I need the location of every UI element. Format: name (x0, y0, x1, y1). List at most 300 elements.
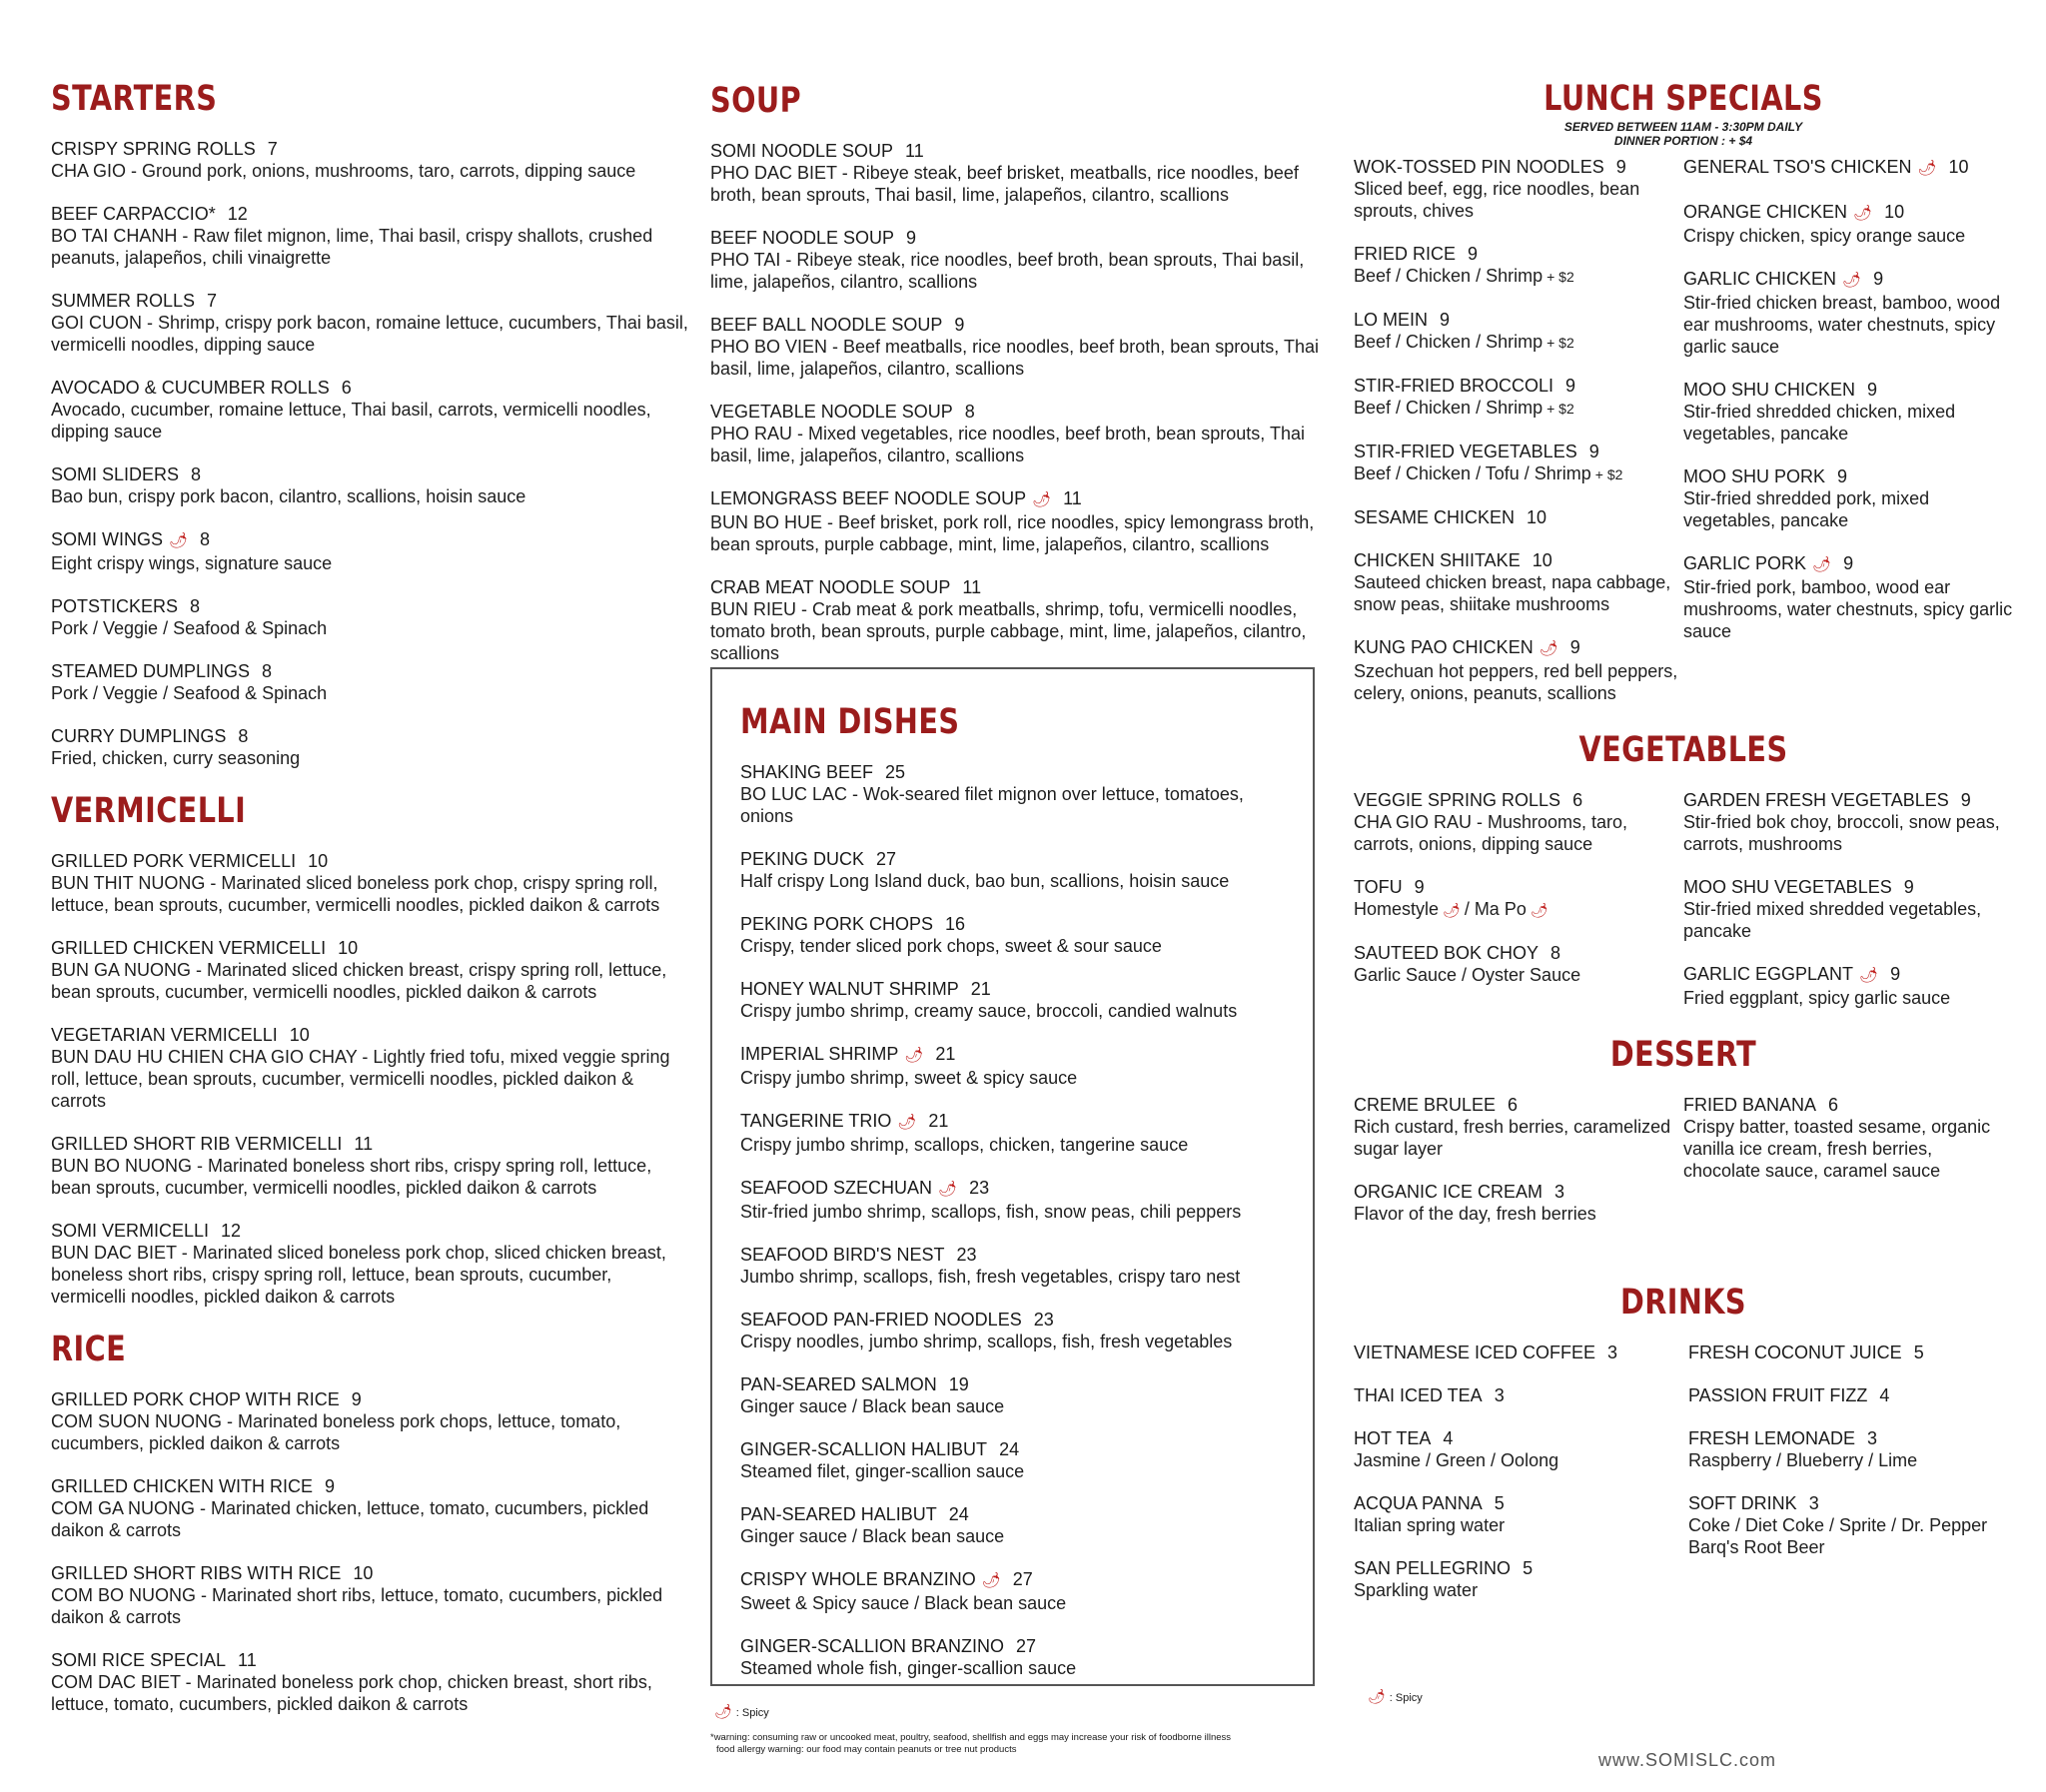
menu-item-grilled-chicken-vermicelli (51, 937, 690, 1003)
item-title (1683, 876, 2013, 898)
item-price: 10 (289, 1025, 310, 1045)
item-name: SOMI VERMICELLI (51, 1221, 210, 1241)
menu-item-sesame-chicken (1354, 506, 1683, 528)
item-title (740, 1043, 1287, 1067)
item-description: BO LUC LAC - Wok-seared filet mignon over lettuce, tomatoes, onions (740, 784, 1244, 826)
item-title (710, 576, 1320, 598)
item-title (740, 1568, 1287, 1592)
menu-item-hot-tea (1354, 1427, 1678, 1471)
item-price: 8 (191, 464, 202, 484)
item-title (710, 401, 1320, 423)
item-name: GINGER-SCALLION BRANZINO (740, 1636, 1005, 1656)
item-title (1354, 942, 1683, 964)
menu-item-summer-rolls (51, 290, 690, 356)
item-price: 25 (885, 762, 906, 782)
menu-item-potstickers (51, 595, 690, 639)
chili-pepper-icon: 🌶 (1538, 640, 1558, 657)
item-description: Flavor of the day, fresh berries (1354, 1204, 1596, 1224)
item-title (1354, 1384, 1678, 1406)
item-name: HOT TEA (1354, 1428, 1432, 1448)
menu-item-curry-dumplings (51, 725, 690, 769)
menu-item-grilled-short-rib-vermicelli (51, 1133, 690, 1199)
middle-footer (710, 1703, 1350, 1756)
menu-item-passion-fruit-fizz (1688, 1384, 2013, 1406)
item-price: 11 (905, 141, 924, 161)
menu-item-kung-pao-chicken (1354, 636, 1683, 704)
website-link[interactable] (1598, 1750, 1776, 1771)
menu-item-lo-mein (1354, 309, 1683, 354)
item-title (1354, 1557, 1678, 1579)
item-description: BUN RIEU - Crab meat & pork meatballs, shrimp, tofu, vermicelli noodles, tomato broth, bean sprouts, purple cabbage, mint, lime, jalapeños, cilantro, scallions (710, 599, 1307, 663)
item-name: TANGERINE TRIO (740, 1111, 892, 1131)
item-name: GARLIC PORK (1683, 553, 1807, 573)
vegetables-left-list (1354, 789, 1683, 1030)
item-price: 11 (354, 1134, 374, 1154)
item-title (1688, 1384, 2013, 1406)
menu-item-steamed-dumplings (51, 660, 690, 704)
item-title (51, 595, 690, 617)
item-title (1354, 309, 1683, 331)
dessert-title: DESSERT (1609, 1035, 1757, 1075)
menu-item-vietnamese-iced-coffee (1354, 1342, 1678, 1363)
menu-item-seafood-szechuan (740, 1177, 1287, 1223)
item-name: SESAME CHICKEN (1354, 507, 1516, 527)
item-title (51, 290, 690, 312)
item-name: BEEF NOODLE SOUP (710, 228, 895, 248)
item-description: Beef / Chicken / Tofu / Shrimp + $2 (1354, 463, 1623, 483)
chili-pepper-icon: 🌶 (169, 532, 189, 549)
item-description: Crispy jumbo shrimp, creamy sauce, broccoli, candied walnuts (740, 1001, 1238, 1021)
menu-item-somi-wings (51, 528, 690, 574)
menu-item-somi-sliders (51, 463, 690, 507)
menu-item-moo-shu-vegetables (1683, 876, 2013, 942)
item-name: CURRY DUMPLINGS (51, 726, 227, 746)
item-description: COM GA NUONG - Marinated chicken, lettuce, tomato, cucumbers, pickled daikon & carrots (51, 1498, 649, 1540)
item-description: Crispy noodles, jumbo shrimp, scallops, fish, fresh vegetables (740, 1332, 1233, 1351)
item-description: Stir-fried shredded pork, mixed vegetables, pancake (1683, 488, 1930, 530)
menu-item-tofu: TOFU 9 Homestyle 🌶 / Ma Po 🌶 (1354, 877, 1548, 919)
vermicelli-title: VERMICELLI (51, 791, 247, 831)
menu-item-shaking-beef (740, 761, 1287, 827)
item-price: 4 (1879, 1385, 1890, 1405)
item-price: 3 (1554, 1182, 1565, 1202)
lunch-specials-title: LUNCH SPECIALS (1543, 79, 1823, 119)
item-name: GRILLED PORK CHOP WITH RICE (51, 1389, 340, 1409)
item-name: LO MEIN (1354, 310, 1429, 330)
item-name: SEAFOOD BIRD'S NEST (740, 1245, 945, 1265)
starters-list (51, 138, 690, 769)
item-description: Stir-fried chicken breast, bamboo, wood ear mushrooms, water chestnuts, spicy garlic sauce (1683, 293, 2001, 357)
item-title (1354, 1342, 1678, 1363)
item-title (740, 1177, 1287, 1201)
item-title (740, 1110, 1287, 1134)
item-name: CHICKEN SHIITAKE (1354, 550, 1521, 570)
item-name: KUNG PAO CHICKEN (1354, 637, 1534, 657)
vegetables-grid (1354, 789, 2013, 1030)
item-price: 8 (238, 726, 249, 746)
item-name: VEGGIE SPRING ROLLS (1354, 790, 1561, 810)
item-name: GARDEN FRESH VEGETABLES (1683, 790, 1949, 810)
item-name: PEKING DUCK (740, 849, 865, 869)
menu-item-fresh-lemonade (1688, 1427, 2013, 1471)
vegetables-title: VEGETABLES (1578, 730, 1788, 770)
chili-pepper-icon: 🌶 (1812, 556, 1832, 573)
vegetables-right-list (1683, 789, 2013, 1030)
item-description: Crispy jumbo shrimp, sweet & spicy sauce (740, 1068, 1078, 1088)
item-price: 9 (1615, 157, 1626, 177)
item-title (1354, 156, 1683, 178)
item-price: 23 (1033, 1310, 1054, 1330)
starters-title: STARTERS (51, 79, 218, 119)
item-title (1354, 1427, 1678, 1449)
menu-item-somi-rice-special (51, 1649, 690, 1715)
menu-item-general-tso-s-chicken (1683, 156, 2013, 180)
item-description: COM SUON NUONG - Marinated boneless pork chops, lettuce, tomato, cucumbers, pickled daikon & carrots (51, 1411, 621, 1453)
left-column (51, 78, 690, 1736)
menu-item-seafood-pan-fried-noodles (740, 1309, 1287, 1352)
item-name: VEGETARIAN VERMICELLI (51, 1025, 278, 1045)
item-price: 8 (200, 529, 211, 549)
item-description: Eight crispy wings, signature sauce (51, 553, 333, 573)
item-title (51, 463, 690, 485)
menu-item-soft-drink (1688, 1492, 2013, 1558)
item-name: VEGETABLE NOODLE SOUP (710, 402, 953, 422)
item-price: 3 (1607, 1343, 1618, 1362)
item-name: FRIED BANANA (1683, 1095, 1817, 1115)
menu-item-stir-fried-broccoli (1354, 375, 1683, 420)
item-description: PHO TAI - Ribeye steak, rice noodles, beef broth, bean sprouts, Thai basil, lime, jalapeños, cilantro, scallions (710, 250, 1305, 292)
item-name: PASSION FRUIT FIZZ (1688, 1385, 1868, 1405)
item-description: Jumbo shrimp, scallops, fish, fresh vegetables, crispy taro nest (740, 1267, 1241, 1287)
chili-pepper-icon: 🌶 (1859, 967, 1879, 984)
item-name: FRESH LEMONADE (1688, 1428, 1856, 1448)
menu-item-peking-pork-chops (740, 913, 1287, 957)
menu-item-garden-fresh-vegetables (1683, 789, 2013, 855)
item-name: GRILLED SHORT RIBS WITH RICE (51, 1563, 342, 1583)
item-name: SEAFOOD SZECHUAN (740, 1178, 933, 1198)
menu-item-crab-meat-noodle-soup (710, 576, 1320, 664)
item-price: 9 (1843, 553, 1854, 573)
item-name: GARLIC CHICKEN (1683, 269, 1837, 289)
item-description: BUN BO HUE - Beef brisket, pork roll, rice noodles, spicy lemongrass broth, bean sprouts, purple cabbage, mint, lime, jalapeños, cilantro, scallions (710, 512, 1315, 554)
item-description: Beef / Chicken / Shrimp + $2 (1354, 332, 1574, 352)
item-title (1683, 156, 2013, 180)
item-name: STEAMED DUMPLINGS (51, 661, 251, 681)
item-description: PHO RAU - Mixed vegetables, rice noodles, beef broth, bean sprouts, Thai basil, lime, jalapeños, cilantro, scallions (710, 424, 1305, 465)
item-name: GRILLED CHICKEN WITH RICE (51, 1476, 314, 1496)
item-name: IMPERIAL SHRIMP (740, 1044, 899, 1064)
item-name: BEEF CARPACCIO* (51, 204, 216, 224)
item-description: CHA GIO RAU - Mushrooms, taro, carrots, onions, dipping sauce (1354, 812, 1628, 854)
menu-item-stir-fried-vegetables (1354, 441, 1683, 485)
item-title (740, 1309, 1287, 1331)
item-price: 9 (1903, 877, 1914, 897)
menu-item-ginger-scallion-branzino (740, 1635, 1287, 1679)
menu-item-moo-shu-chicken (1683, 379, 2013, 445)
menu-item-garlic-eggplant (1683, 963, 2013, 1009)
item-price: 21 (928, 1111, 949, 1131)
item-title (51, 528, 690, 552)
menu-item-san-pellegrino (1354, 1557, 1678, 1601)
item-name: POTSTICKERS (51, 596, 179, 616)
item-title (1688, 1427, 2013, 1449)
item-description: Avocado, cucumber, romaine lettuce, Thai basil, carrots, vermicelli noodles, dipping sauce (51, 400, 651, 442)
item-description: GOI CUON - Shrimp, crispy pork bacon, romaine lettuce, cucumbers, Thai basil, vermicelli noodles, dipping sauce (51, 313, 688, 355)
item-name: SOMI SLIDERS (51, 464, 180, 484)
item-price: 9 (1867, 380, 1878, 400)
menu-item-fresh-coconut-juice (1688, 1342, 2013, 1363)
dessert-right-list (1683, 1094, 2013, 1246)
vermicelli-list (51, 850, 690, 1308)
menu-item-ginger-scallion-halibut (740, 1438, 1287, 1482)
main-dishes-title: MAIN DISHES (740, 702, 960, 742)
item-price: 10 (1532, 550, 1552, 570)
item-name: SOMI RICE SPECIAL (51, 1650, 227, 1670)
item-description: Bao bun, crispy pork bacon, cilantro, scallions, hoisin sauce (51, 486, 526, 506)
item-price: 10 (338, 938, 359, 958)
menu-item-grilled-pork-chop-with-rice (51, 1388, 690, 1454)
item-name: SOFT DRINK (1688, 1493, 1797, 1513)
item-description: Sliced beef, egg, rice noodles, bean sprouts, chives (1354, 179, 1640, 221)
item-price: 19 (948, 1374, 969, 1394)
menu-item-grilled-chicken-with-rice (51, 1475, 690, 1541)
menu-item-imperial-shrimp (740, 1043, 1287, 1089)
item-description: Raspberry / Blueberry / Lime (1688, 1450, 1918, 1470)
menu-item-veggie-spring-rolls (1354, 789, 1683, 855)
item-title (51, 138, 690, 160)
item-title (1354, 375, 1683, 397)
item-title (51, 1475, 690, 1497)
item-description: Crispy jumbo shrimp, scallops, chicken, tangerine sauce (740, 1135, 1189, 1155)
allergy-warning: food allergy warning: our food may contain peanuts or tree nut products (716, 1744, 1017, 1755)
item-price: 5 (1913, 1343, 1924, 1362)
lunch-left-list (1354, 156, 1683, 725)
item-price: 7 (207, 291, 218, 311)
item-name: HONEY WALNUT SHRIMP (740, 979, 959, 999)
item-price: 27 (876, 849, 897, 869)
item-price: 9 (1960, 790, 1971, 810)
menu-item-peking-duck (740, 848, 1287, 892)
rice-list (51, 1388, 690, 1715)
item-price: 3 (1867, 1428, 1878, 1448)
item-title (51, 1133, 690, 1155)
drinks-right-list (1678, 1342, 2013, 1622)
item-description: Italian spring water (1354, 1515, 1506, 1535)
menu-item-fried-rice (1354, 243, 1683, 288)
item-description: Stir-fried bok choy, broccoli, snow peas, carrots, mushrooms (1683, 812, 2000, 854)
item-description: Stir-fried mixed shredded vegetables, pancake (1683, 899, 1982, 941)
item-title (1354, 506, 1683, 528)
menu-item-pan-seared-halibut (740, 1503, 1287, 1547)
item-name: LEMONGRASS BEEF NOODLE SOUP (710, 488, 1027, 508)
item-description: Beef / Chicken / Shrimp + $2 (1354, 398, 1574, 418)
item-price: 10 (353, 1563, 374, 1583)
item-description: Pork / Veggie / Seafood & Spinach (51, 618, 328, 638)
item-title (1683, 963, 2013, 987)
menu-item-seafood-bird-s-nest (740, 1244, 1287, 1288)
spicy-legend: 🌶 : Spicy (714, 1703, 769, 1719)
item-title (1683, 789, 2013, 811)
menu-item-garlic-pork (1683, 552, 2013, 642)
item-price: 9 (1837, 466, 1848, 486)
menu-item-crispy-spring-rolls (51, 138, 690, 182)
item-name: WOK-TOSSED PIN NOODLES (1354, 157, 1604, 177)
item-price: 9 (1468, 244, 1479, 264)
website-url[interactable]: www.SOMISLC.com (1598, 1750, 1777, 1770)
item-price: 9 (1569, 637, 1580, 657)
dessert-grid (1354, 1094, 2013, 1246)
soup-title: SOUP (710, 81, 802, 121)
item-price: 23 (969, 1178, 990, 1198)
item-price: 6 (341, 378, 352, 398)
item-name: MOO SHU PORK (1683, 466, 1826, 486)
chili-pepper-icon: 🌶 (904, 1047, 924, 1064)
item-title (740, 978, 1287, 1000)
menu-item-moo-shu-pork (1683, 465, 2013, 531)
item-description: Jasmine / Green / Oolong (1354, 1450, 1559, 1470)
chili-pepper-icon: 🌶 (1032, 491, 1052, 508)
item-title (1354, 1492, 1678, 1514)
item-price: 5 (1523, 1558, 1534, 1578)
item-name: GRILLED CHICKEN VERMICELLI (51, 938, 327, 958)
item-title (1354, 441, 1683, 462)
menu-item-honey-walnut-shrimp (740, 978, 1287, 1022)
menu-item-garlic-chicken (1683, 268, 2013, 358)
item-name: CRISPY WHOLE BRANZINO (740, 1569, 976, 1589)
drinks-grid (1354, 1342, 2013, 1622)
item-price: 11 (962, 577, 982, 597)
item-price: 9 (1440, 310, 1451, 330)
item-title (1683, 552, 2013, 576)
item-title (1688, 1492, 2013, 1514)
item-description: Fried, chicken, curry seasoning (51, 748, 301, 768)
item-price: 8 (190, 596, 201, 616)
item-title (51, 1649, 690, 1671)
item-price: 8 (1550, 943, 1561, 963)
item-title (740, 1438, 1287, 1460)
dessert-left-list (1354, 1094, 1683, 1246)
item-title (51, 203, 690, 225)
item-description: BUN DAU HU CHIEN CHA GIO CHAY - Lightly fried tofu, mixed veggie spring roll, lettuce, bean sprouts, cucumber, vermicelli noodles, pickled daikon & carrots (51, 1047, 670, 1111)
item-title (51, 1220, 690, 1242)
item-price: 3 (1494, 1385, 1505, 1405)
item-title (1354, 1181, 1683, 1203)
lunch-hours-note: SERVED BETWEEN 11AM - 3:30PM DAILY (1563, 120, 1803, 134)
item-title (51, 1024, 690, 1046)
item-description: Garlic Sauce / Oyster Sauce (1354, 965, 1581, 985)
item-description: Steamed whole fish, ginger-scallion sauce (740, 1658, 1077, 1678)
item-price: 10 (308, 851, 329, 871)
menu-item-beef-noodle-soup (710, 227, 1320, 293)
item-title (51, 850, 690, 872)
item-price: 4 (1443, 1428, 1454, 1448)
item-name: GRILLED PORK VERMICELLI (51, 851, 297, 871)
item-title (740, 848, 1287, 870)
item-title (710, 314, 1320, 336)
item-title (740, 1503, 1287, 1525)
item-price: 10 (1527, 507, 1547, 527)
item-price: 9 (1890, 964, 1901, 984)
item-name: MOO SHU CHICKEN (1683, 380, 1856, 400)
item-title (710, 140, 1320, 162)
item-name: FRIED RICE (1354, 244, 1457, 264)
item-description: COM DAC BIET - Marinated boneless pork chop, chicken breast, short ribs, lettuce, tomato, cucumbers, pickled daikon & carrots (51, 1672, 652, 1714)
item-price: 21 (970, 979, 991, 999)
item-extra-charge: + $2 (1546, 269, 1574, 285)
item-title (740, 1635, 1287, 1657)
lunch-header (1354, 78, 2013, 148)
item-price: 11 (1063, 488, 1082, 508)
item-description: Beef / Chicken / Shrimp + $2 (1354, 266, 1574, 286)
chili-pepper-icon: 🌶 (1368, 1688, 1386, 1704)
item-price: 7 (267, 139, 278, 159)
item-name: SHAKING BEEF (740, 762, 874, 782)
item-title (1683, 379, 2013, 401)
item-name: ACQUA PANNA (1354, 1493, 1483, 1513)
item-name: SUMMER ROLLS (51, 291, 196, 311)
chili-pepper-icon: 🌶 (1917, 160, 1937, 177)
lunch-right-list (1683, 156, 2013, 725)
item-name: AVOCADO & CUCUMBER ROLLS (51, 378, 330, 398)
item-description: BUN THIT NUONG - Marinated sliced boneless pork chop, crispy spring roll, lettuce, bean sprouts, cucumber, vermicelli noodles, pickled daikon & carrots (51, 873, 660, 915)
item-description: Fried eggplant, spicy garlic sauce (1683, 988, 1951, 1008)
item-name: THAI ICED TEA (1354, 1385, 1483, 1405)
item-price: 9 (954, 315, 965, 335)
item-name: BEEF BALL NOODLE SOUP (710, 315, 943, 335)
item-title (51, 1388, 690, 1410)
item-title (1683, 1094, 2013, 1116)
soup-list (710, 140, 1320, 664)
item-price: 3 (1808, 1493, 1819, 1513)
item-price: 9 (1588, 442, 1599, 461)
item-title (51, 660, 690, 682)
menu-item-avocado-cucumber-rolls (51, 377, 690, 443)
item-name: SAUTEED BOK CHOY (1354, 943, 1539, 963)
menu-item-organic-ice-cream (1354, 1181, 1683, 1225)
item-description: Stir-fried jumbo shrimp, scallops, fish, snow peas, chili peppers (740, 1202, 1242, 1222)
item-description: Stir-fried pork, bamboo, wood ear mushrooms, water chestnuts, spicy garlic sauce (1683, 577, 2013, 641)
item-title (51, 377, 690, 399)
menu-item-chicken-shiitake (1354, 549, 1683, 615)
middle-column (710, 80, 1320, 685)
item-title (1683, 465, 2013, 487)
item-price: 24 (999, 1439, 1020, 1459)
menu-item-thai-iced-tea (1354, 1384, 1678, 1406)
item-description-2: Barq's Root Beer (1688, 1537, 1825, 1557)
chili-pepper-icon: 🌶 (1853, 205, 1873, 222)
item-price: 6 (1828, 1095, 1839, 1115)
item-description: Sauteed chicken breast, napa cabbage, snow peas, shiitake mushrooms (1354, 572, 1671, 614)
drinks-left-list (1354, 1342, 1678, 1622)
item-price: 12 (221, 1221, 242, 1241)
item-name: CRISPY SPRING ROLLS (51, 139, 256, 159)
item-name: PAN-SEARED HALIBUT (740, 1504, 937, 1524)
item-price: 8 (964, 402, 975, 422)
item-title (1683, 268, 2013, 292)
item-name: VIETNAMESE ICED COFFEE (1354, 1343, 1596, 1362)
item-extra-charge: + $2 (1546, 401, 1574, 417)
item-title (1354, 789, 1683, 811)
menu-item-pan-seared-salmon (740, 1373, 1287, 1417)
item-title (51, 937, 690, 959)
item-price: 9 (351, 1389, 362, 1409)
item-title (1688, 1342, 2013, 1363)
item-name: ORGANIC ICE CREAM (1354, 1182, 1543, 1202)
menu-item-fried-banana (1683, 1094, 2013, 1182)
menu-item-creme-brulee (1354, 1094, 1683, 1160)
item-name: CREME BRULEE (1354, 1095, 1497, 1115)
dinner-portion-note: DINNER PORTION : + $4 (1613, 134, 1753, 148)
